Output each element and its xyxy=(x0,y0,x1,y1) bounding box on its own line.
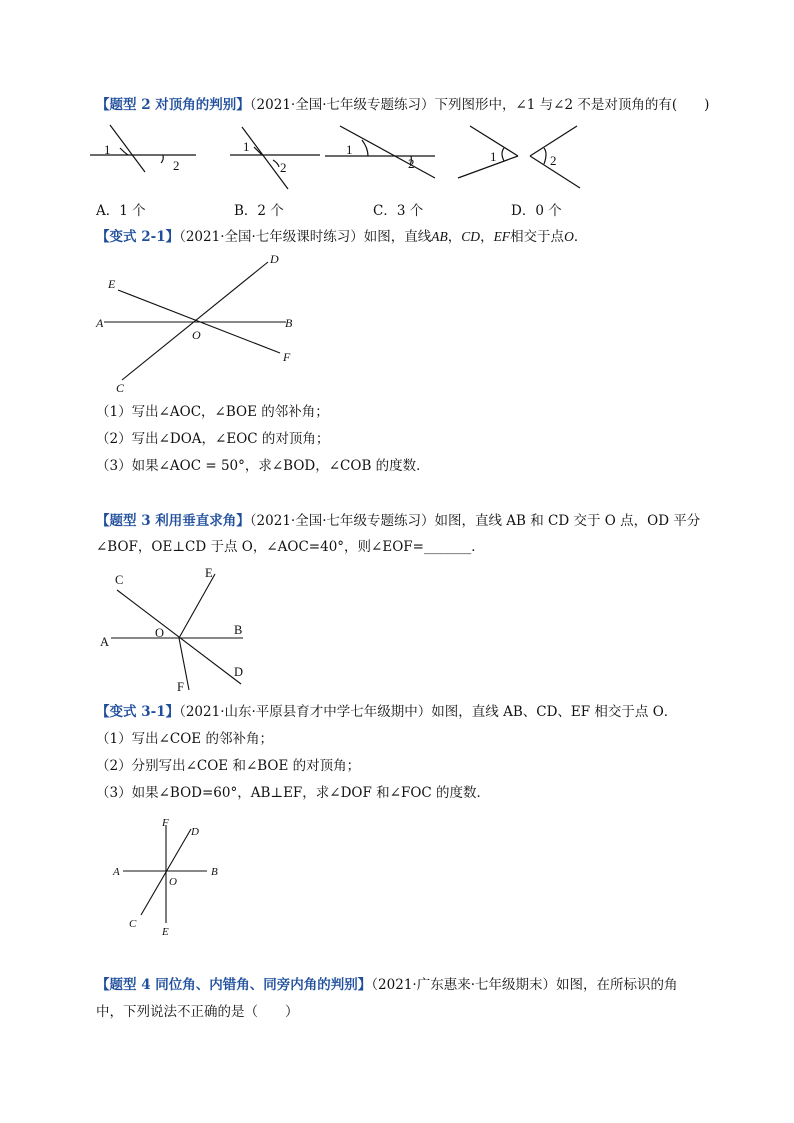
q3-label-f: F xyxy=(177,680,184,694)
q4-line-1: （2021·广东惠来·七年级期末）如图，在所标识的角 xyxy=(371,977,678,993)
v21-line-ab: AB xyxy=(431,229,448,244)
q4-tag: 【题型 4 同位角、内错角、同旁内角的判别】 xyxy=(96,977,372,993)
v31-label-a: A xyxy=(113,866,120,878)
v31-text: （2021·山东·平原县育才中学七年级期中）如图，直线 AB、CD、EF 相交于点 O． xyxy=(179,704,678,720)
v21-item-1: （1）写出∠AOC，∠BOE 的邻补角； xyxy=(96,404,329,420)
q2-fig-label-1: 1 xyxy=(490,149,497,164)
v21-item-3: （3）如果∠AOC = 50°，求∠BOD，∠COB 的度数． xyxy=(96,458,430,474)
q2-figure-b xyxy=(230,127,320,189)
v21-line-cd: CD xyxy=(461,229,481,244)
q2-fig-label-2: 2 xyxy=(408,156,415,171)
q2-fig-label-1: 1 xyxy=(346,142,353,157)
q3-tag: 【题型 3 利用垂直求角】 xyxy=(96,513,250,529)
v31-label-f: F xyxy=(162,817,169,829)
v31-item-3: （3）如果∠BOD=60°，AB⊥EF，求∠DOF 和∠FOC 的度数． xyxy=(96,785,491,801)
q3-label-d: D xyxy=(234,665,244,679)
v21-label-o: O xyxy=(192,328,201,342)
v21-label-f: F xyxy=(283,350,291,364)
q2-tag: 【题型 2 对顶角的判别】 xyxy=(96,97,250,113)
q2-option-b: B．2 个 xyxy=(234,203,284,219)
v31-item-2: （2）分别写出∠COE 和∠BOE 的对顶角； xyxy=(96,758,361,774)
q2-figures xyxy=(90,120,630,190)
v21-label-d: D xyxy=(270,252,279,266)
v31-label-o: O xyxy=(169,876,177,888)
v21-label-c: C xyxy=(116,381,125,395)
q3-figure xyxy=(95,560,255,700)
v21-question: 【变式 2-1】（2021·全国·七年级课时练习）如图，直线AB，CD，EF相交于点O． xyxy=(96,229,588,245)
q3-line-1: （2021·全国·七年级专题练习）如图，直线 AB 和 CD 交于 O 点，OD 平分 xyxy=(249,513,701,529)
v31-label-b: B xyxy=(211,866,218,878)
v31-question xyxy=(96,703,677,721)
q2-option-a: A．1 个 xyxy=(96,203,146,219)
q3-label-c: C xyxy=(115,573,124,587)
q2-text: （2021·全国·七年级专题练习）下列图形中，∠1 与∠2 不是对顶角的有( ) xyxy=(249,97,710,113)
q2-option-d: D．0 个 xyxy=(511,203,562,219)
q3-label-b: B xyxy=(234,623,243,637)
q2-fig-label-1: 1 xyxy=(104,142,111,157)
q2-fig-label-1: 1 xyxy=(243,139,250,154)
v31-item-1: （1）写出∠COE 的邻补角； xyxy=(96,731,273,747)
v21-label-b: B xyxy=(285,316,293,330)
q3-question-line-1 xyxy=(96,512,700,530)
v21-figure xyxy=(90,250,320,400)
v21-line-ef: EF xyxy=(493,229,511,244)
q2-fig-label-2: 2 xyxy=(550,153,557,168)
q4-question-line-1 xyxy=(96,976,678,994)
v21-text-pre: （2021·全国·七年级课时练习）如图，直线 xyxy=(179,229,432,245)
v21-label-e: E xyxy=(108,277,116,291)
q3-label-o: O xyxy=(155,626,165,640)
q3-label-a: A xyxy=(100,635,110,649)
v21-label-a: A xyxy=(96,316,104,330)
q2-figure-c xyxy=(325,126,435,178)
v21-text-post: 相交于点 xyxy=(510,229,565,245)
v31-label-d: D xyxy=(191,826,199,838)
v31-label-c: C xyxy=(129,918,137,930)
q2-fig-label-2: 2 xyxy=(173,158,180,173)
q2-option-c: C．3 个 xyxy=(373,203,424,219)
v21-point: O xyxy=(564,229,574,244)
q4-question-line-2: 中，下列说法不正确的是（ ） xyxy=(96,1004,299,1020)
v31-tag: 【变式 3-1】 xyxy=(96,704,180,720)
q3-label-e: E xyxy=(205,566,213,580)
q2-fig-label-2: 2 xyxy=(280,160,287,175)
v21-tag: 【变式 2-1】 xyxy=(96,229,180,245)
v31-label-e: E xyxy=(162,926,169,938)
q2-question xyxy=(96,96,709,114)
q2-figure-d xyxy=(458,126,580,188)
q3-question-line-2: ∠BOF，OE⊥CD 于点 O，∠AOC=40°，则∠EOF=_______． xyxy=(96,539,485,555)
v21-item-2: （2）写出∠DOA，∠EOC 的对顶角； xyxy=(96,431,330,447)
v31-figure xyxy=(105,815,235,940)
